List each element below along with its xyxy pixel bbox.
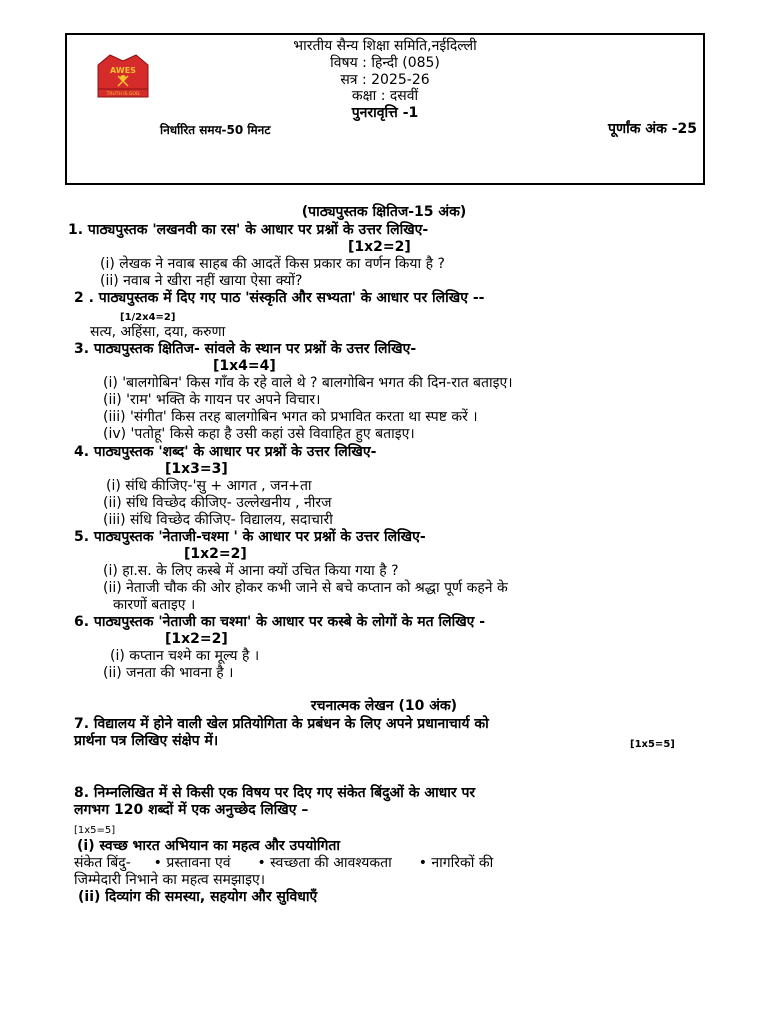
q8-hint-label: संकेत बिंदु-: [74, 855, 131, 871]
logo-text: AWES: [110, 66, 136, 75]
q4-marks: [1x3=3]: [165, 461, 228, 477]
q8-ii-title: (ii) दिव्यांग की समस्या, सहयोग और सुविधाएँ: [78, 889, 318, 905]
q4-text: 4. पाठ्यपुस्तक 'शब्द' के आधार पर प्रश्नों के उत्तर लिखिए-: [74, 444, 377, 460]
header-revision: पुनरावृत्ति -1: [351, 105, 419, 121]
q8-hint1: • प्रस्तावना एवं: [153, 855, 231, 871]
header-subject: विषय : हिन्दी (085): [330, 55, 440, 71]
q5-text: 5. पाठ्यपुस्तक 'नेताजी-चश्मा ' के आधार पर प्रश्नों के उत्तर लिखिए-: [74, 529, 426, 545]
q5-ii-cont: कारणों बताइए ।: [113, 597, 196, 613]
q8-i-hints: [74, 855, 493, 872]
q3-ii: (ii) 'राम' भक्ति के गायन पर अपने विचार।: [103, 392, 321, 408]
q4-i: (i) संधि कीजिए-'सु + आगत , जन+ता: [106, 478, 312, 494]
header-session: सत्र : 2025-26: [340, 72, 430, 88]
header-box: [65, 33, 705, 185]
q6-text: 6. पाठ्यपुस्तक 'नेताजी का चश्मा' के आधार पर कस्बे के लोगों के मत लिखिए -: [74, 614, 486, 630]
q2-options: सत्य, अहिंसा, दया, करुणा: [90, 324, 226, 340]
header-class: कक्षा : दसवीं: [351, 88, 419, 104]
q2-text: 2 . पाठ्यपुस्तक में दिए गए पाठ 'संस्कृति और सभ्यता' के आधार पर लिखिए --: [74, 290, 485, 306]
q3-iii: (iii) 'संगीत' किस तरह बालगोबिन भगत को प्रभावित करता था स्पष्ट करें ।: [103, 409, 478, 425]
header-marks: पूर्णांक अंक -25: [608, 121, 697, 137]
q8-hint3: • नागरिकों की: [418, 855, 494, 871]
section2-title: रचनात्मक लेखन (10 अंक): [310, 698, 458, 714]
q8-hint2: • स्वच्छता की आवश्यकता: [257, 855, 392, 871]
q5-i: (i) हा.स. के लिए कस्बे में आना क्यों उचित किया गया है ?: [103, 563, 399, 579]
header-line1: भारतीय सैन्य शिक्षा समिति,नईदिल्ली: [293, 38, 477, 54]
header-time: निर्धारित समय-50 मिनट: [160, 123, 271, 137]
q8-text2: लगभग 120 शब्दों में एक अनुच्छेद लिखिए –: [74, 802, 309, 818]
q3-marks: [1x4=4]: [213, 358, 276, 374]
logo-motto: TRUTH IS GOD: [106, 92, 140, 97]
section1-title: (पाठ्यपुस्तक क्षितिज-15 अंक): [301, 204, 467, 220]
q6-i: (i) कप्तान चश्मे का मूल्य है ।: [110, 648, 260, 664]
q3-i: (i) 'बालगोबिन' किस गाँव के रहे वाले थे ? बालगोबिन भगत की दिन-रात बताइए।: [103, 375, 513, 391]
q4-ii: (ii) संधि विच्छेद कीजिए- उल्लेखनीय , नीरज: [103, 495, 332, 511]
q2-marks: [1/2x4=2]: [120, 312, 176, 323]
q8-marks: [1x5=5]: [74, 825, 116, 836]
q8-i-cont: जिम्मेदारी निभाने का महत्व समझाइए।: [74, 872, 266, 888]
q3-text: 3. पाठ्यपुस्तक क्षितिज- सांवले के स्थान पर प्रश्नों के उत्तर लिखिए-: [74, 341, 417, 357]
q8-text: 8. निम्नलिखित में से किसी एक विषय पर दिए गए संकेत बिंदुओं के आधार पर: [74, 785, 476, 801]
q1-marks: [1x2=2]: [348, 239, 411, 255]
q7-text: 7. विद्यालय में होने वाली खेल प्रतियोगिता के प्रबंधन के लिए अपने प्रधानाचार्य को: [74, 716, 489, 732]
q7-text2: प्रार्थना पत्र लिखिए संक्षेप में।: [74, 733, 219, 749]
q6-ii: (ii) जनता की भावना है ।: [103, 665, 234, 681]
q1-ii: (ii) नवाब ने खीरा नहीं खाया ऐसा क्यों?: [100, 273, 303, 289]
q3-iv: (iv) 'पतोहू' किसे कहा है उसी कहां उसे विवाहित हुए बताइए।: [103, 426, 415, 442]
q4-iii: (iii) संधि विच्छेद कीजिए- विद्यालय, सदाचारी: [103, 512, 333, 528]
q1-i: (i) लेखक ने नवाब साहब की आदतें किस प्रकार का वर्णन किया है ?: [100, 256, 445, 272]
q1-text: 1. पाठ्यपुस्तक 'लखनवी का रस' के आधार पर प्रश्नों के उत्तर लिखिए-: [68, 222, 429, 238]
q6-marks: [1x2=2]: [165, 631, 228, 647]
q5-marks: [1x2=2]: [184, 546, 247, 562]
q5-ii: (ii) नेताजी चौक की ओर होकर कभी जाने से बचे कप्तान को श्रद्धा पूर्ण कहने के: [103, 580, 508, 596]
q7-marks: [1x5=5]: [630, 739, 675, 750]
q8-i-title: (i) स्वच्छ भारत अभियान का महत्व और उपयोगिता: [77, 838, 340, 854]
